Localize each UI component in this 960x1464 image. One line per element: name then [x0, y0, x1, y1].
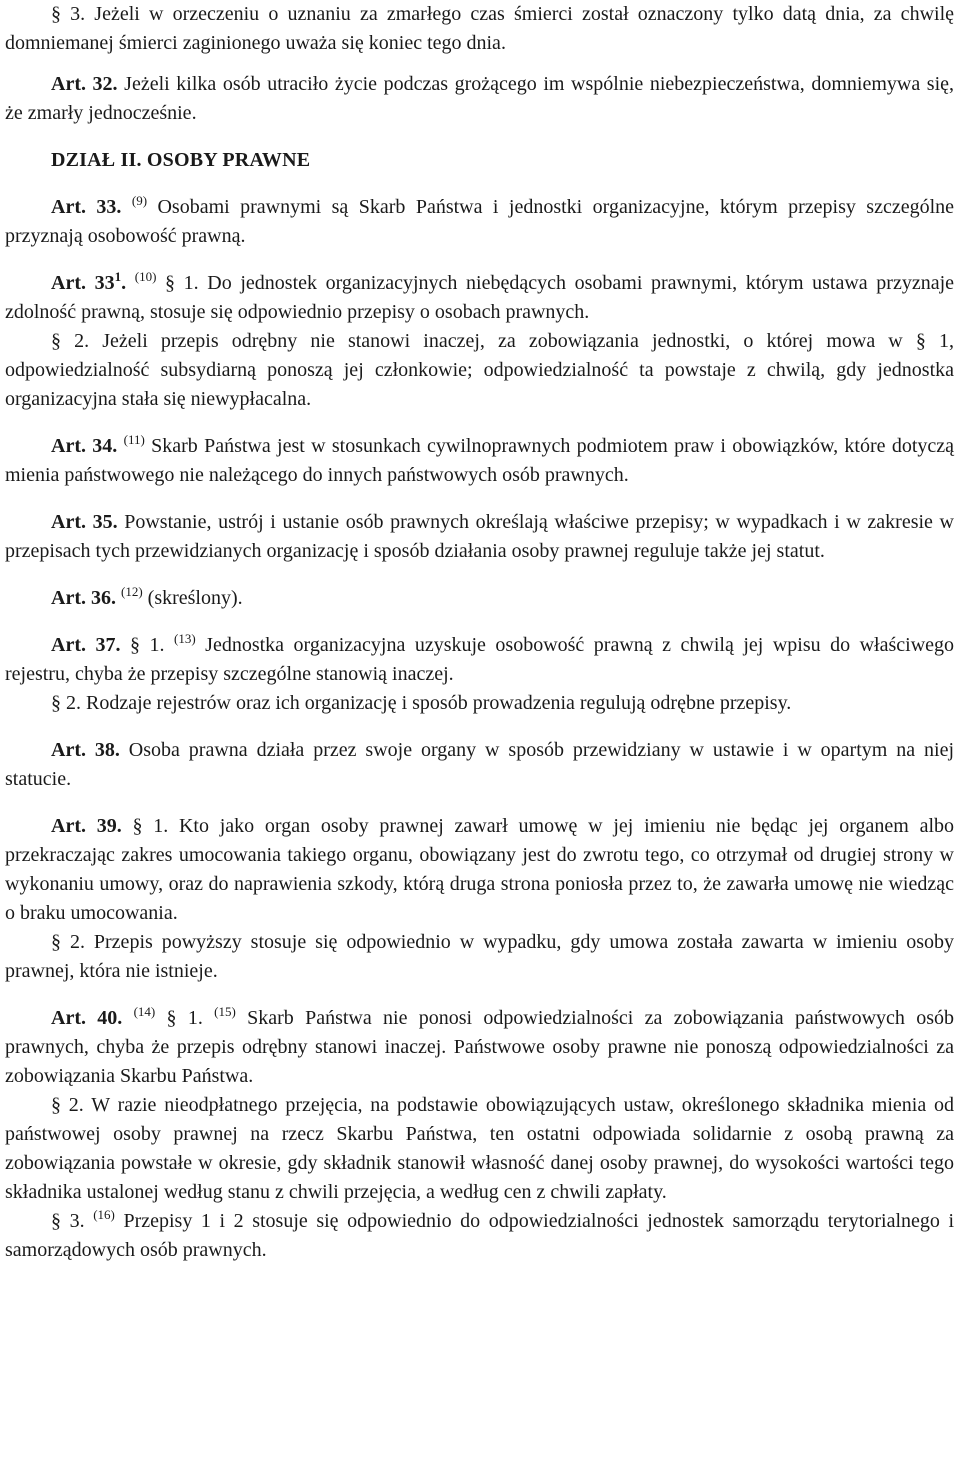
paragraph-art40: Art. 40. $^{(14)}$ § 1. $^{(15)}$ Skarb Państwa nie ponosi odpowiedzialności za zobowiązania państwowych osób prawnych, chyba że przepis odrębny stanowi inaczej. Państwowe osoby prawne nie ponoszą odpowiedzialności za zobowiązania Skarbu Państwa.	[5, 1004, 954, 1087]
article-label: Art. 32.	[51, 73, 118, 95]
article-label: Art. 36.	[51, 587, 116, 609]
footnote-ref: (15)	[214, 1004, 236, 1019]
footnote-ref: (11)	[123, 432, 145, 447]
article-label: Art. 40.	[51, 1007, 123, 1029]
paragraph-art33: Art. 33. $^{(9)}$ Osobami prawnymi są Skarb Państwa i jednostki organizacyjne, którym przepisy szczególne przyznają osobowość prawną.	[5, 193, 955, 247]
paragraph-art38: Art. 38. Osoba prawna działa przez swoje organy w sposób przewidziany w ustawie i w opartym na niej statucie.	[5, 739, 954, 790]
article-label: Art. 38.	[51, 739, 120, 761]
footnote-ref: (13)	[173, 631, 196, 646]
paragraph-art31-p3: § 3. Jeżeli w orzeczeniu o uznaniu za zmarłego czas śmierci został oznaczony tylko datą dnia, za chwilę domniemanej śmierci zaginionego uważa się koniec tego dnia.	[5, 3, 954, 54]
footnote-ref: (12)	[120, 584, 143, 599]
paragraph-art39-s2: § 2. Przepis powyższy stosuje się odpowiednio w wypadku, gdy umowa została zawarta w imieniu osoby prawnej, która nie istnieje.	[5, 931, 954, 982]
article-label: Art. 33.	[51, 196, 122, 218]
paragraph-art39: Art. 39. § 1. Kto jako organ osoby prawnej zawarł umowę w jej imieniu nie będąc jej organem albo przekraczając zakres umocowania takiego organu, obowiązany jest do zwrotu tego, co otrzymał od drugiej strony w wykonaniu umowy, oraz do naprawienia szkody, którą druga strona poniosła przez to, że zawarła umowę nie wiedząc o braku umocowania.	[5, 815, 955, 924]
footnote-ref: (10)	[134, 269, 157, 284]
paragraph-art36: Art. 36. $^{(12)}$ (skreślony).	[51, 584, 243, 609]
paragraph-art32: Art. 32. Jeżeli kilka osób utraciło życie podczas grożącego im wspólnie niebezpieczeństwa, domniemywa się, że zmarły jednocześnie.	[5, 73, 955, 124]
article-label: Art. 35.	[51, 511, 118, 533]
paragraph-art35: Art. 35. Powstanie, ustrój i ustanie osób prawnych określają właściwe przepisy; w wypadkach i w zakresie w przepisach tych przewidzianych organizację i sposób działania osoby prawnej reguluje także jej statut.	[5, 511, 954, 562]
paragraph-art33-1: Art. $33^1$. $^{(10)}$ § 1. Do jednostek organizacyjnych niebędących osobami prawnymi, którym ustawa przyznaje zdolność prawną, stosuje się odpowiednio przepisy o osobach prawnych.	[5, 269, 955, 323]
paragraph-art33-1-s2: § 2. Jeżeli przepis odrębny nie stanowi inaczej, za zobowiązania jednostki, o której mowa w § 1, odpowiedzialność subsydiarną ponoszą jej członkowie; odpowiedzialność ta powstaje z chwilą, gdy jednostka organizacyjna stała się niewypłacalna.	[5, 330, 954, 410]
footnote-ref: (14)	[133, 1004, 156, 1019]
paragraph-art40-s2: § 2. W razie nieodpłatnego przejęcia, na podstawie obowiązujących ustaw, określonego składnika mienia od państwowej osoby prawnej na rzecz Skarbu Państwa, ten ostatni odpowiada solidarnie z osobą prawną za zobowiązania powstałe w okresie, gdy składnik stanowił własność danej osoby prawnej, do wysokości wartości tego składnika ustalonej według stanu z chwili przejęcia, a według cen z chwili zapłaty.	[5, 1094, 954, 1203]
article-label: Art. 39.	[51, 815, 122, 837]
paragraph-art37-s2: § 2. Rodzaje rejestrów oraz ich organizację i sposób prowadzenia regulują odrębne przepisy.	[51, 692, 792, 714]
paragraph-art40-s3: § 3. $^{(16)}$ Przepisy 1 i 2 stosuje się odpowiednio do odpowiedzialności jednostek samorządu terytorialnego i samorządowych osób prawnych.	[5, 1207, 955, 1261]
section-heading: DZIAŁ II. OSOBY PRAWNE	[51, 149, 311, 171]
footnote-ref: (9)	[131, 193, 148, 208]
article-label: Art. 34.	[51, 435, 118, 457]
paragraph-art37: Art. 37. § 1. $^{(13)}$ Jednostka organizacyjna uzyskuje osobowość prawną z chwilą jej wpisu do właściwego rejestru, chyba że przepisy szczególne stanowią inaczej.	[5, 631, 955, 685]
article-label: Art. 37.	[51, 634, 121, 656]
paragraph-art34: Art. 34. $^{(11)}$ Skarb Państwa jest w stosunkach cywilnoprawnych podmiotem praw i obowiązków, które dotyczą mienia państwowego nie należącego do innych państwowych osób prawnych.	[5, 432, 955, 486]
footnote-ref: (16)	[93, 1207, 115, 1222]
article-label: Art. $33^1$.	[51, 269, 127, 294]
